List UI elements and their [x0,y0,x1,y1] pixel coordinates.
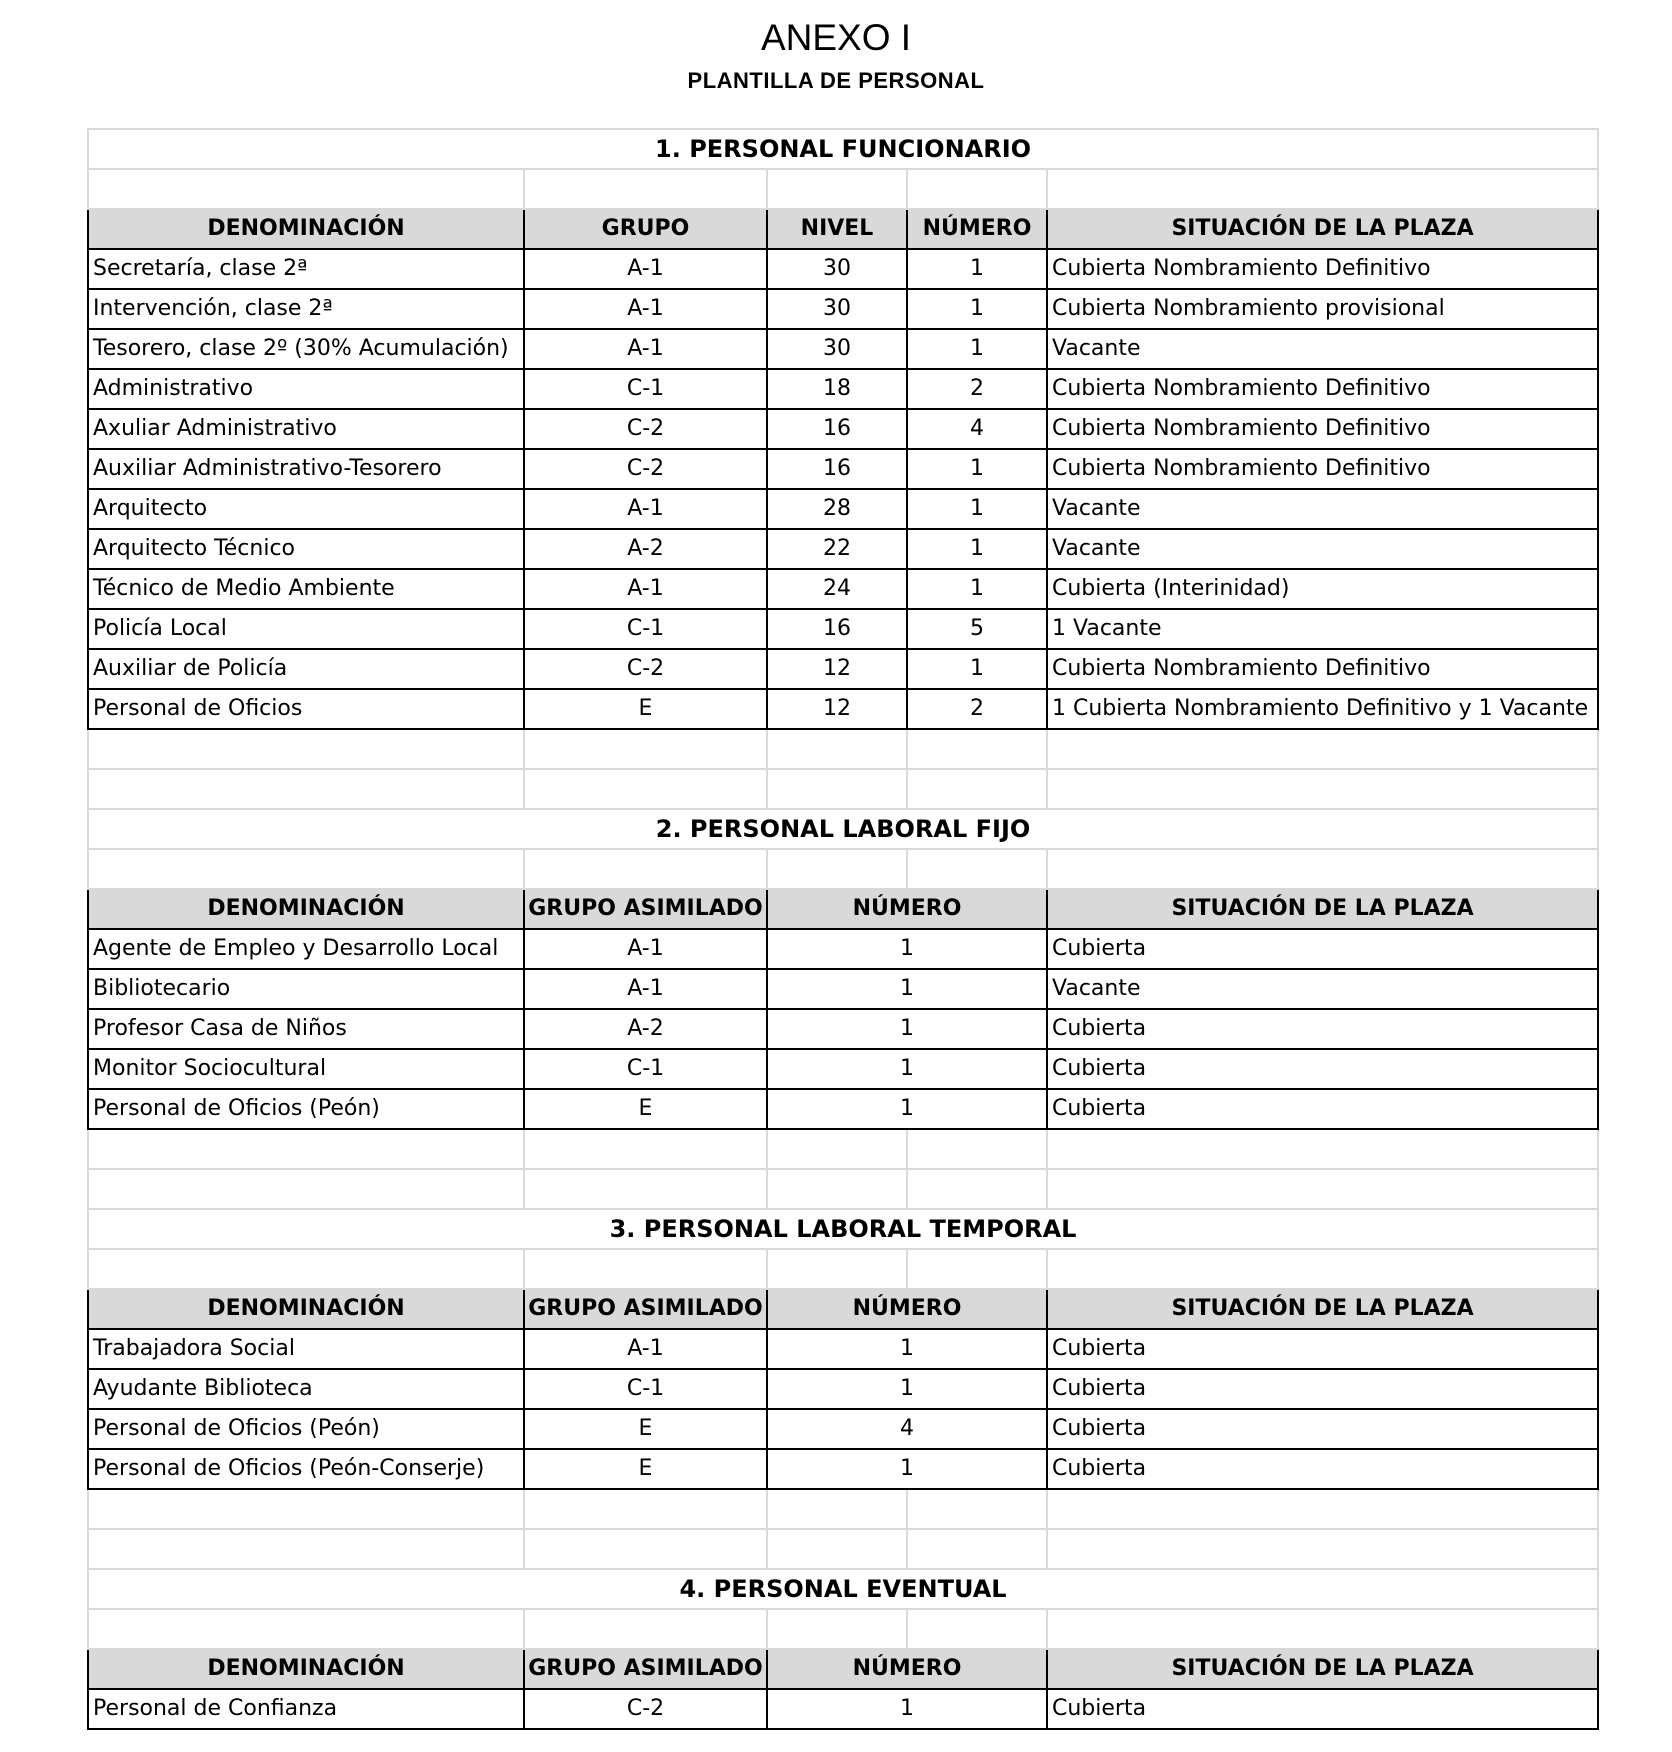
cell-grupo: C-2 [524,409,767,449]
table-row [88,1409,1598,1449]
spacer-row [88,769,1598,809]
cell-grupo: C-1 [524,1049,767,1089]
header-row-laboral-temporal [88,1289,1598,1329]
table-row [88,249,1598,289]
cell-nivel: 18 [767,369,907,409]
section-title-laboral-fijo: 2. PERSONAL LABORAL FIJO [88,809,1598,849]
cell-grupo: E [524,1449,767,1489]
cell-numero: 4 [767,1409,1047,1449]
cell-grupo: E [524,1089,767,1129]
cell-denominacion: Administrativo [88,369,524,409]
cell-denominacion: Auxiliar de Policía [88,649,524,689]
cell-nivel: 12 [767,649,907,689]
cell-nivel: 16 [767,609,907,649]
table-row [88,609,1598,649]
cell-situacion: Cubierta [1047,1449,1598,1489]
cell-denominacion: Profesor Casa de Niños [88,1009,524,1049]
spacer-row [88,1609,1598,1649]
cell-numero: 1 [907,449,1047,489]
cell-grupo: C-2 [524,1689,767,1729]
table-row [88,1089,1598,1129]
cell-numero: 1 [907,529,1047,569]
cell-grupo: E [524,1409,767,1449]
cell-grupo: C-1 [524,1369,767,1409]
header-row-laboral-fijo [88,889,1598,929]
cell-numero: 1 [767,1009,1047,1049]
cell-denominacion: Auxiliar Administrativo-Tesorero [88,449,524,489]
table-row [88,529,1598,569]
column-header: NÚMERO [907,209,1047,249]
cell-situacion: Cubierta Nombramiento Definitivo [1047,449,1598,489]
cell-grupo: A-1 [524,489,767,529]
table-row [88,929,1598,969]
table-row [88,289,1598,329]
cell-nivel: 16 [767,449,907,489]
cell-numero: 1 [767,929,1047,969]
cell-grupo: A-1 [524,329,767,369]
cell-situacion: 1 Vacante [1047,609,1598,649]
column-header: SITUACIÓN DE LA PLAZA [1047,1289,1598,1329]
section-title-laboral-temporal: 3. PERSONAL LABORAL TEMPORAL [88,1209,1598,1249]
column-header: NÚMERO [767,1649,1047,1689]
column-header: SITUACIÓN DE LA PLAZA [1047,889,1598,929]
cell-nivel: 30 [767,249,907,289]
table-row [88,1009,1598,1049]
column-header: SITUACIÓN DE LA PLAZA [1047,209,1598,249]
cell-situacion: Cubierta Nombramiento Definitivo [1047,409,1598,449]
cell-denominacion: Arquitecto Técnico [88,529,524,569]
cell-denominacion: Tesorero, clase 2º (30% Acumulación) [88,329,524,369]
cell-denominacion: Ayudante Biblioteca [88,1369,524,1409]
cell-situacion: Cubierta [1047,1409,1598,1449]
cell-situacion: Cubierta Nombramiento provisional [1047,289,1598,329]
cell-grupo: A-1 [524,969,767,1009]
section-title-row [88,1209,1598,1249]
cell-grupo: C-2 [524,449,767,489]
table-row [88,649,1598,689]
column-header: GRUPO ASIMILADO [524,1649,767,1689]
column-header: DENOMINACIÓN [88,1649,524,1689]
cell-situacion: Cubierta [1047,1049,1598,1089]
column-header: DENOMINACIÓN [88,889,524,929]
spacer-row [88,1529,1598,1569]
cell-denominacion: Personal de Oficios [88,689,524,729]
cell-numero: 1 [767,1449,1047,1489]
cell-numero: 1 [907,489,1047,529]
cell-numero: 1 [907,329,1047,369]
cell-numero: 1 [907,289,1047,329]
table-row [88,1449,1598,1489]
cell-situacion: Cubierta (Interinidad) [1047,569,1598,609]
cell-numero: 1 [767,1329,1047,1369]
cell-grupo: A-2 [524,1009,767,1049]
table-row [88,329,1598,369]
cell-situacion: Vacante [1047,969,1598,1009]
header-row-funcionario [88,209,1598,249]
cell-nivel: 24 [767,569,907,609]
cell-denominacion: Personal de Oficios (Peón) [88,1409,524,1449]
cell-denominacion: Intervención, clase 2ª [88,289,524,329]
staff-table [87,128,1599,1730]
cell-numero: 5 [907,609,1047,649]
section-title-eventual: 4. PERSONAL EVENTUAL [88,1569,1598,1609]
cell-denominacion: Bibliotecario [88,969,524,1009]
staff-sheet [87,128,1597,1730]
table-row [88,409,1598,449]
cell-situacion: Cubierta [1047,1009,1598,1049]
cell-grupo: E [524,689,767,729]
column-header: DENOMINACIÓN [88,209,524,249]
cell-grupo: A-1 [524,569,767,609]
spacer-row [88,169,1598,209]
table-row [88,969,1598,1009]
cell-situacion: Cubierta Nombramiento Definitivo [1047,249,1598,289]
column-header: GRUPO ASIMILADO [524,889,767,929]
cell-nivel: 12 [767,689,907,729]
spacer-row [88,729,1598,769]
column-header: SITUACIÓN DE LA PLAZA [1047,1649,1598,1689]
cell-denominacion: Policía Local [88,609,524,649]
cell-situacion: Cubierta [1047,1329,1598,1369]
cell-numero: 1 [767,1049,1047,1089]
table-row [88,1329,1598,1369]
cell-situacion: Cubierta Nombramiento Definitivo [1047,369,1598,409]
table-row [88,449,1598,489]
cell-grupo: C-1 [524,369,767,409]
column-header: NÚMERO [767,1289,1047,1329]
table-row [88,1369,1598,1409]
cell-numero: 1 [767,1089,1047,1129]
cell-denominacion: Personal de Oficios (Peón-Conserje) [88,1449,524,1489]
cell-numero: 2 [907,369,1047,409]
table-row [88,369,1598,409]
cell-situacion: 1 Cubierta Nombramiento Definitivo y 1 Vacante [1047,689,1598,729]
cell-denominacion: Técnico de Medio Ambiente [88,569,524,609]
cell-numero: 1 [767,969,1047,1009]
spacer-row [88,849,1598,889]
column-header: GRUPO ASIMILADO [524,1289,767,1329]
cell-situacion: Cubierta [1047,1369,1598,1409]
cell-situacion: Vacante [1047,329,1598,369]
cell-nivel: 28 [767,489,907,529]
cell-situacion: Cubierta [1047,1089,1598,1129]
column-header: DENOMINACIÓN [88,1289,524,1329]
spacer-row [88,1249,1598,1289]
cell-grupo: A-1 [524,1329,767,1369]
cell-situacion: Cubierta [1047,1689,1598,1729]
cell-denominacion: Personal de Confianza [88,1689,524,1729]
table-row [88,569,1598,609]
cell-numero: 1 [767,1689,1047,1729]
spacer-row [88,1169,1598,1209]
document-title: ANEXO I [760,17,912,58]
cell-numero: 1 [907,249,1047,289]
cell-numero: 1 [907,569,1047,609]
spacer-row [88,1129,1598,1169]
section-title-row [88,129,1598,169]
cell-situacion: Vacante [1047,529,1598,569]
cell-situacion: Cubierta Nombramiento Definitivo [1047,649,1598,689]
section-title-row [88,1569,1598,1609]
cell-nivel: 30 [767,329,907,369]
column-header: NIVEL [767,209,907,249]
cell-grupo: A-1 [524,289,767,329]
cell-denominacion: Personal de Oficios (Peón) [88,1089,524,1129]
table-row [88,689,1598,729]
cell-situacion: Cubierta [1047,929,1598,969]
cell-nivel: 30 [767,289,907,329]
cell-numero: 1 [767,1369,1047,1409]
cell-denominacion: Arquitecto [88,489,524,529]
section-title-funcionario: 1. PERSONAL FUNCIONARIO [88,129,1598,169]
column-header: NÚMERO [767,889,1047,929]
cell-numero: 4 [907,409,1047,449]
table-row [88,489,1598,529]
cell-denominacion: Secretaría, clase 2ª [88,249,524,289]
cell-denominacion: Monitor Sociocultural [88,1049,524,1089]
cell-numero: 1 [907,649,1047,689]
table-row [88,1049,1598,1089]
cell-situacion: Vacante [1047,489,1598,529]
document-subtitle: PLANTILLA DE PERSONAL [687,68,985,93]
cell-nivel: 16 [767,409,907,449]
spacer-row [88,1489,1598,1529]
cell-denominacion: Axuliar Administrativo [88,409,524,449]
cell-denominacion: Agente de Empleo y Desarrollo Local [88,929,524,969]
table-row [88,1689,1598,1729]
cell-grupo: A-1 [524,929,767,969]
cell-denominacion: Trabajadora Social [88,1329,524,1369]
column-header: GRUPO [524,209,767,249]
cell-grupo: A-1 [524,249,767,289]
cell-grupo: C-2 [524,649,767,689]
cell-grupo: C-1 [524,609,767,649]
cell-nivel: 22 [767,529,907,569]
cell-grupo: A-2 [524,529,767,569]
cell-numero: 2 [907,689,1047,729]
section-title-row [88,809,1598,849]
header-row-eventual [88,1649,1598,1689]
